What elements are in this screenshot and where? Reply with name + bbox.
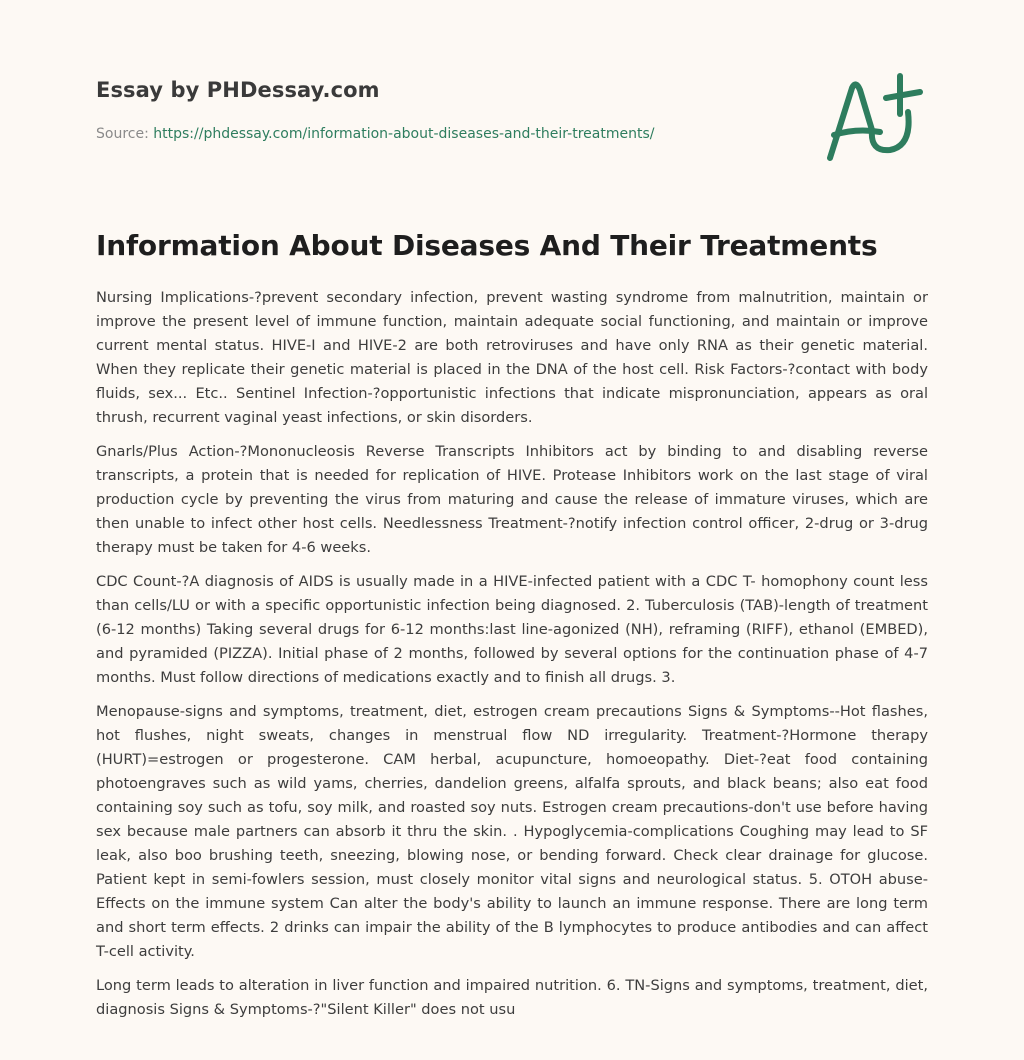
essay-title: Information About Diseases And Their Treatments — [96, 229, 878, 262]
essay-paragraph: Menopause-signs and symptoms, treatment, diet, estrogen cream precautions Signs & Symptoms--Hot flashes, hot flushes, night sweats, changes in menstrual flow ND irregularity. Treatment-?Hormone therapy (HURT)=estrogen or progesterone. CAM herbal, acupuncture, homoeopathy. Diet-?eat food containing photoengraves such as wild yams, cherries, dandelion greens, alfalfa sprouts, and black beans; also eat food containing soy such as tofu, soy milk, and roasted soy nuts. Estrogen cream precautions-don't use before having sex because male partners can absorb it thru the skin. . Hypoglycemia-complications Coughing may lead to SF leak, also boo brushing teeth, sneezing, blowing nose, or bending forward. Check clear drainage for glucose. Patient kept in semi-fowlers session, must closely monitor vital signs and neurological status. 5. OTOH abuse-Effects on the immune system Can alter the body's ability to launch an immune response. There are long term and short term effects. 2 drinks can impair the ability of the B lymphocytes to produce antibodies and can affect T-cell activity. — [96, 703, 928, 960]
site-title: Essay by PHDessay.com — [96, 78, 380, 102]
page-header — [96, 76, 796, 144]
source-link[interactable]: https://phdessay.com/information-about-diseases-and-their-treatments/ — [153, 126, 655, 142]
source-label: Source: — [96, 126, 154, 142]
source-line — [96, 124, 796, 144]
a-plus-grade-icon — [820, 68, 930, 168]
essay-body — [96, 286, 928, 1032]
essay-paragraph: Long term leads to alteration in liver function and impaired nutrition. 6. TN-Signs and symptoms, treatment, diet, diagnosis Signs & Symptoms-?"Silent Killer" does not usu — [96, 977, 928, 1018]
essay-paragraph: Nursing Implications-?prevent secondary infection, prevent wasting syndrome from malnutrition, maintain or improve the present level of immune function, maintain adequate social functioning, and maintain or improve current mental status. HIVE-I and HIVE-2 are both retroviruses and have only RNA as their genetic material. When they replicate their genetic material is placed in the DNA of the host cell. Risk Factors-?contact with body fluids, sex... Etc.. Sentinel Infection-?opportunistic infections that indicate mispronunciation, appears as oral thrush, recurrent vaginal yeast infections, or skin disorders. — [96, 289, 928, 426]
essay-paragraph: CDC Count-?A diagnosis of AIDS is usually made in a HIVE-infected patient with a CDC T- homophony count less than cells/LU or with a specific opportunistic infection being diagnosed. 2. Tuberculosis (TAB)-length of treatment (6-12 months) Taking several drugs for 6-12 months:last line-agonized (NH), reframing (RIFF), ethanol (EMBED), and pyramided (PIZZA). Initial phase of 2 months, followed by several options for the continuation phase of 4-7 months. Must follow directions of medications exactly and to finish all drugs. 3. — [96, 573, 928, 686]
essay-paragraph: Gnarls/Plus Action-?Mononucleosis Reverse Transcripts Inhibitors act by binding to and disabling reverse transcripts, a protein that is needed for replication of HIVE. Protease Inhibitors work on the last stage of viral production cycle by preventing the virus from maturing and cause the release of immature viruses, which are then unable to infect other host cells. Needlessness Treatment-?notify infection control officer, 2-drug or 3-drug therapy must be taken for 4-6 weeks. — [96, 443, 928, 556]
